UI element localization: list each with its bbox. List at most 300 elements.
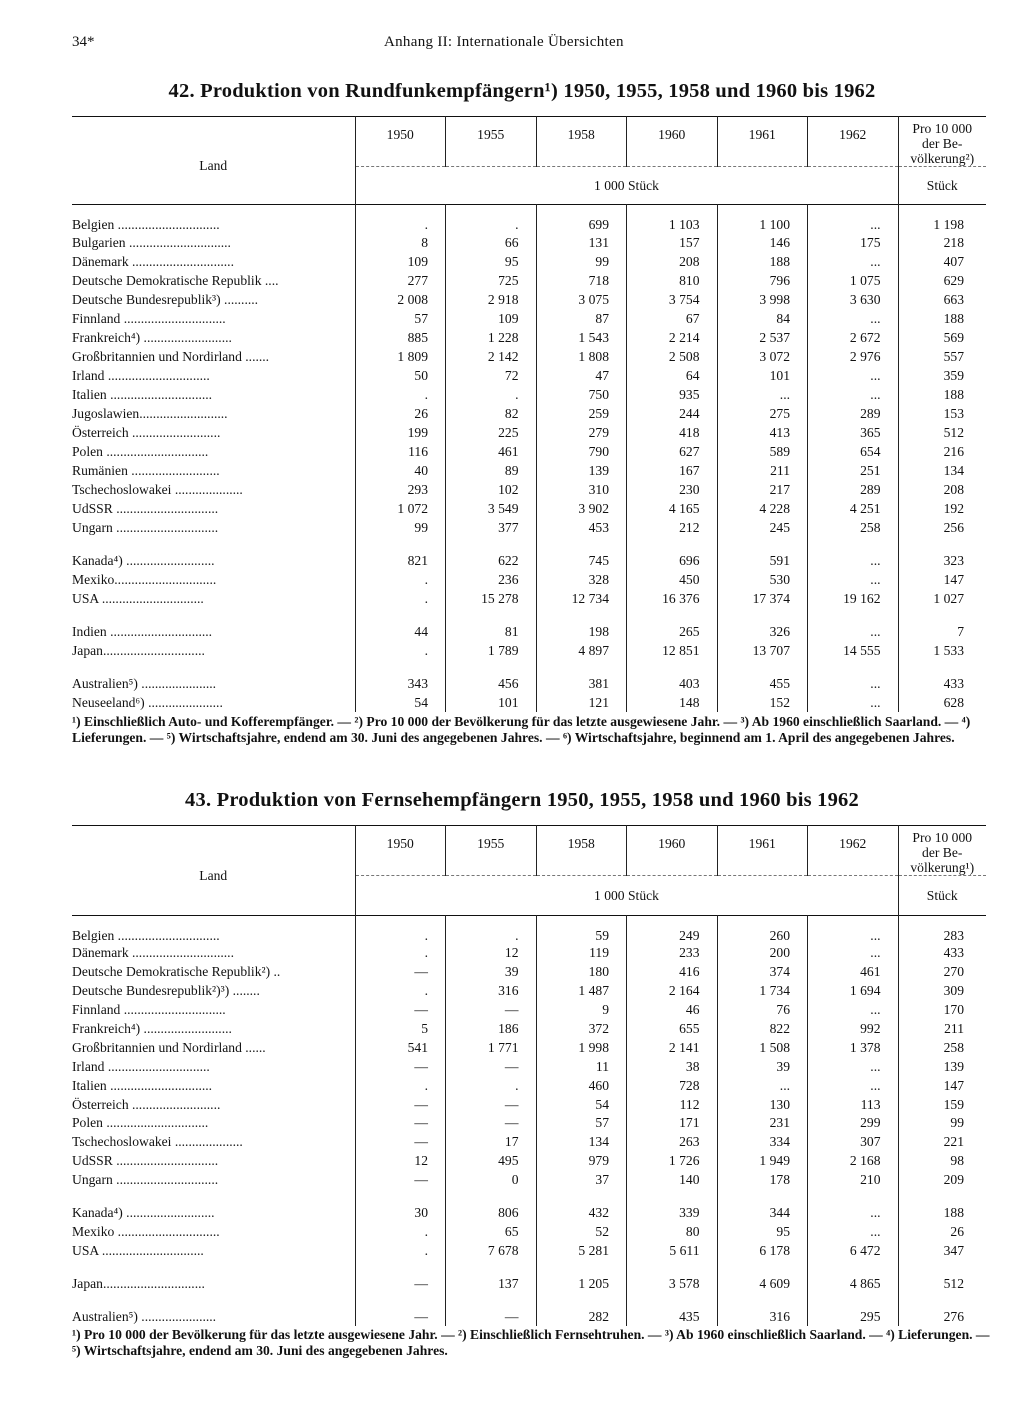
country-name: Deutsche Demokratische Republik²) .. xyxy=(72,964,281,980)
production-value: ... xyxy=(717,385,808,404)
production-value: . xyxy=(446,385,537,404)
per-10000-value: 159 xyxy=(898,1095,986,1114)
production-value: — xyxy=(355,1095,446,1114)
production-value: 328 xyxy=(536,570,627,589)
country-name: Rumänien .......................... xyxy=(72,462,220,478)
production-value: 530 xyxy=(717,570,808,589)
per-10000-value: 188 xyxy=(898,1204,986,1223)
production-value: . xyxy=(355,570,446,589)
per-10000-value: 188 xyxy=(898,309,986,328)
production-value: 116 xyxy=(355,442,446,461)
production-value: 377 xyxy=(446,518,537,537)
production-value: 178 xyxy=(717,1171,808,1190)
country-name: Kanada⁴) .......................... xyxy=(72,552,215,568)
country-name: Dänemark .............................. xyxy=(72,945,234,961)
per-10000-value: 134 xyxy=(898,461,986,480)
production-value: 460 xyxy=(536,1076,627,1095)
country-name: Finnland .............................. xyxy=(72,310,226,326)
country-name: Polen .............................. xyxy=(72,443,209,459)
column-header-year: 1950 xyxy=(355,826,446,876)
production-value: 381 xyxy=(536,674,627,693)
per-10000-value: 283 xyxy=(898,916,986,945)
country-name: Belgien .............................. xyxy=(72,217,220,232)
table-row xyxy=(72,1274,986,1293)
production-value: 432 xyxy=(536,1204,627,1223)
table-row xyxy=(72,1095,986,1114)
per-10000-value: 26 xyxy=(898,1222,986,1241)
production-value: 3 902 xyxy=(536,499,627,518)
production-value: ... xyxy=(808,385,899,404)
table-row xyxy=(72,328,986,347)
production-value: 627 xyxy=(627,442,718,461)
production-value: 66 xyxy=(446,233,537,252)
per-10000-value: 99 xyxy=(898,1114,986,1133)
production-value: 2 164 xyxy=(627,982,718,1001)
unit-label: 1 000 Stück xyxy=(355,876,898,916)
column-header-year: 1960 xyxy=(627,826,718,876)
production-value: 4 165 xyxy=(627,499,718,518)
production-value: 4 609 xyxy=(717,1274,808,1293)
production-value: . xyxy=(355,385,446,404)
production-value: 822 xyxy=(717,1020,808,1039)
production-value: ... xyxy=(808,205,899,234)
production-value: 4 897 xyxy=(536,641,627,660)
group-spacer xyxy=(72,1293,986,1307)
production-value: 316 xyxy=(446,982,537,1001)
production-value: 217 xyxy=(717,480,808,499)
production-value: 171 xyxy=(627,1114,718,1133)
production-value: 80 xyxy=(627,1222,718,1241)
production-value: 2 508 xyxy=(627,347,718,366)
production-value: . xyxy=(446,916,537,945)
production-value: 67 xyxy=(627,309,718,328)
production-value: 2 976 xyxy=(808,347,899,366)
unit-label: 1 000 Stück xyxy=(355,167,898,205)
production-value: — xyxy=(355,1001,446,1020)
production-value: 3 549 xyxy=(446,499,537,518)
production-value: 3 630 xyxy=(808,290,899,309)
production-value: 2 141 xyxy=(627,1038,718,1057)
table-row xyxy=(72,499,986,518)
production-value: 37 xyxy=(536,1171,627,1190)
production-value: 1 487 xyxy=(536,982,627,1001)
column-header-per-10000 xyxy=(898,826,986,876)
production-value: 39 xyxy=(717,1057,808,1076)
per-10000-value: 170 xyxy=(898,1001,986,1020)
production-value: — xyxy=(446,1095,537,1114)
production-value: 95 xyxy=(446,252,537,271)
production-value: 992 xyxy=(808,1020,899,1039)
column-header-year: 1961 xyxy=(717,117,808,167)
column-header-per-10000-line: der Be- xyxy=(922,136,963,151)
production-value: — xyxy=(355,1274,446,1293)
production-value: 745 xyxy=(536,551,627,570)
production-value: 9 xyxy=(536,1001,627,1020)
production-value: 5 xyxy=(355,1020,446,1039)
per-10000-value: 7 xyxy=(898,622,986,641)
production-value: 1 789 xyxy=(446,641,537,660)
per-10000-value: 628 xyxy=(898,693,986,712)
production-value: ... xyxy=(808,674,899,693)
production-value: 199 xyxy=(355,423,446,442)
group-spacer xyxy=(72,537,986,551)
production-value: 157 xyxy=(627,233,718,252)
production-value: 30 xyxy=(355,1204,446,1223)
production-value: 1 998 xyxy=(536,1038,627,1057)
table-row xyxy=(72,1057,986,1076)
country-name: Frankreich⁴) .......................... xyxy=(72,329,232,345)
group-spacer xyxy=(72,1260,986,1274)
production-value: 453 xyxy=(536,518,627,537)
country-name: Finnland .............................. xyxy=(72,1002,226,1018)
country-name: Ungarn .............................. xyxy=(72,1172,219,1188)
per-10000-value: 218 xyxy=(898,233,986,252)
production-value: 456 xyxy=(446,674,537,693)
per-10000-value: 188 xyxy=(898,385,986,404)
column-header-per-10000-line: völkerung²) xyxy=(910,151,975,166)
production-value: 718 xyxy=(536,271,627,290)
production-value: ... xyxy=(808,693,899,712)
column-header-per-10000-line: völkerung¹) xyxy=(910,860,975,875)
production-value: . xyxy=(355,641,446,660)
production-value: 26 xyxy=(355,404,446,423)
production-value: 121 xyxy=(536,693,627,712)
production-value: 208 xyxy=(627,252,718,271)
production-value: 1 771 xyxy=(446,1038,537,1057)
production-value: 186 xyxy=(446,1020,537,1039)
production-value: 175 xyxy=(808,233,899,252)
country-name: Irland .............................. xyxy=(72,1058,210,1074)
country-name: Japan.............................. xyxy=(72,642,205,658)
column-header-per-10000 xyxy=(898,117,986,167)
production-value: 343 xyxy=(355,674,446,693)
country-name: UdSSR .............................. xyxy=(72,1153,219,1169)
production-value: 275 xyxy=(717,404,808,423)
production-value: 112 xyxy=(627,1095,718,1114)
column-header-year: 1955 xyxy=(446,117,537,167)
group-spacer xyxy=(72,1190,986,1204)
table-row xyxy=(72,461,986,480)
production-value: 1 949 xyxy=(717,1152,808,1171)
production-value: 259 xyxy=(536,404,627,423)
column-header-year: 1958 xyxy=(536,826,627,876)
country-name: Deutsche Demokratische Republik .... xyxy=(72,272,279,288)
production-value: — xyxy=(446,1001,537,1020)
production-value: 109 xyxy=(446,309,537,328)
table-row xyxy=(72,1152,986,1171)
table-row xyxy=(72,1076,986,1095)
production-value: ... xyxy=(808,309,899,328)
country-name: Großbritannien und Nordirland ...... xyxy=(72,1039,266,1055)
production-value: 99 xyxy=(355,518,446,537)
production-value: 295 xyxy=(808,1307,899,1326)
column-header-year: 1962 xyxy=(808,117,899,167)
per-10000-value: 1 533 xyxy=(898,641,986,660)
per-10000-value: 512 xyxy=(898,423,986,442)
production-value: 416 xyxy=(627,963,718,982)
production-value: 810 xyxy=(627,271,718,290)
country-name: Tschechoslowakei .................... xyxy=(72,1134,243,1150)
production-value: 461 xyxy=(808,963,899,982)
table-row xyxy=(72,1001,986,1020)
production-value: 796 xyxy=(717,271,808,290)
production-value: 59 xyxy=(536,916,627,945)
column-header-year: 1962 xyxy=(808,826,899,876)
production-value: 591 xyxy=(717,551,808,570)
production-value: 139 xyxy=(536,461,627,480)
running-header xyxy=(72,34,972,56)
production-value: 137 xyxy=(446,1274,537,1293)
unit-label-per-10000: Stück xyxy=(898,876,986,916)
production-value: 339 xyxy=(627,1204,718,1223)
table-row xyxy=(72,1307,986,1326)
production-value: ... xyxy=(808,1222,899,1241)
production-value: 310 xyxy=(536,480,627,499)
production-value: 212 xyxy=(627,518,718,537)
production-value: — xyxy=(355,1057,446,1076)
table-row xyxy=(72,1038,986,1057)
production-value: 1 072 xyxy=(355,499,446,518)
per-10000-value: 270 xyxy=(898,963,986,982)
production-value: 12 xyxy=(355,1152,446,1171)
table-row xyxy=(72,290,986,309)
production-value: 1 809 xyxy=(355,347,446,366)
per-10000-value: 433 xyxy=(898,674,986,693)
production-value: 54 xyxy=(536,1095,627,1114)
table-row xyxy=(72,674,986,693)
country-name: USA .............................. xyxy=(72,590,204,606)
production-value: ... xyxy=(808,1057,899,1076)
production-value: 11 xyxy=(536,1057,627,1076)
table-row xyxy=(72,622,986,641)
production-value: 1 508 xyxy=(717,1038,808,1057)
production-value: — xyxy=(446,1057,537,1076)
country-name: Dänemark .............................. xyxy=(72,253,234,269)
column-header-year: 1961 xyxy=(717,826,808,876)
table-43-title: 43. Produktion von Fernsehempfängern 1950, 1955, 1958 und 1960 bis 1962 xyxy=(185,789,859,811)
table-42 xyxy=(72,116,986,712)
production-value: 293 xyxy=(355,480,446,499)
per-10000-value: 153 xyxy=(898,404,986,423)
production-value: 38 xyxy=(627,1057,718,1076)
production-value: . xyxy=(355,982,446,1001)
production-value: 2 918 xyxy=(446,290,537,309)
production-value: 6 472 xyxy=(808,1241,899,1260)
production-value: 1 694 xyxy=(808,982,899,1001)
production-value: 5 281 xyxy=(536,1241,627,1260)
production-value: 655 xyxy=(627,1020,718,1039)
production-value: 3 998 xyxy=(717,290,808,309)
production-value: 65 xyxy=(446,1222,537,1241)
production-value: 750 xyxy=(536,385,627,404)
production-value: 316 xyxy=(717,1307,808,1326)
country-name: Australien⁵) ...................... xyxy=(72,675,217,691)
production-value: 81 xyxy=(446,622,537,641)
production-value: — xyxy=(355,1307,446,1326)
table-43 xyxy=(72,825,986,1326)
production-value: 231 xyxy=(717,1114,808,1133)
production-value: 450 xyxy=(627,570,718,589)
production-value: 6 178 xyxy=(717,1241,808,1260)
production-value: 12 xyxy=(446,944,537,963)
production-value: 101 xyxy=(717,366,808,385)
per-10000-value: 147 xyxy=(898,1076,986,1095)
production-value: 89 xyxy=(446,461,537,480)
table-row xyxy=(72,205,986,234)
production-value: 230 xyxy=(627,480,718,499)
per-10000-value: 407 xyxy=(898,252,986,271)
country-name: Frankreich⁴) .......................... xyxy=(72,1021,232,1036)
country-name: Österreich .......................... xyxy=(72,424,221,440)
production-value: 13 707 xyxy=(717,641,808,660)
production-value: 134 xyxy=(536,1133,627,1152)
per-10000-value: 98 xyxy=(898,1152,986,1171)
per-10000-value: 147 xyxy=(898,570,986,589)
production-value: 279 xyxy=(536,423,627,442)
table-row xyxy=(72,347,986,366)
running-title: Anhang II: Internationale Übersichten xyxy=(384,34,624,50)
production-value: . xyxy=(355,1241,446,1260)
production-value: 76 xyxy=(717,1001,808,1020)
column-header-land: Land xyxy=(72,826,355,916)
production-value: ... xyxy=(808,1001,899,1020)
table-row xyxy=(72,982,986,1001)
production-value: 728 xyxy=(627,1076,718,1095)
production-value: 1 103 xyxy=(627,205,718,234)
table-row xyxy=(72,1114,986,1133)
production-value: 1 100 xyxy=(717,205,808,234)
production-value: 1 228 xyxy=(446,328,537,347)
production-value: ... xyxy=(808,1076,899,1095)
per-10000-value: 216 xyxy=(898,442,986,461)
production-value: 152 xyxy=(717,693,808,712)
production-value: ... xyxy=(808,551,899,570)
table-row xyxy=(72,963,986,982)
production-value: 418 xyxy=(627,423,718,442)
production-value: 1 808 xyxy=(536,347,627,366)
production-value: 99 xyxy=(536,252,627,271)
production-value: ... xyxy=(808,622,899,641)
group-spacer xyxy=(72,660,986,674)
production-value: . xyxy=(355,1222,446,1241)
table-row xyxy=(72,1222,986,1241)
country-name: Indien .............................. xyxy=(72,623,213,639)
production-value: 57 xyxy=(536,1114,627,1133)
table-row xyxy=(72,385,986,404)
production-value: 12 851 xyxy=(627,641,718,660)
country-name: Belgien .............................. xyxy=(72,928,220,943)
production-value: 210 xyxy=(808,1171,899,1190)
production-value: 2 168 xyxy=(808,1152,899,1171)
table-row xyxy=(72,518,986,537)
production-value: ... xyxy=(808,944,899,963)
production-value: 17 xyxy=(446,1133,537,1152)
production-value: ... xyxy=(808,252,899,271)
per-10000-value: 309 xyxy=(898,982,986,1001)
production-value: ... xyxy=(808,570,899,589)
production-value: 413 xyxy=(717,423,808,442)
table-row xyxy=(72,442,986,461)
country-name: Kanada⁴) .......................... xyxy=(72,1205,215,1221)
production-value: 1 205 xyxy=(536,1274,627,1293)
production-value: 72 xyxy=(446,366,537,385)
production-value: — xyxy=(446,1114,537,1133)
table-row xyxy=(72,1020,986,1039)
column-header-year: 1955 xyxy=(446,826,537,876)
table-row xyxy=(72,916,986,945)
per-10000-value: 1 027 xyxy=(898,589,986,608)
production-value: 403 xyxy=(627,674,718,693)
column-header-land: Land xyxy=(72,117,355,205)
production-value: 3 072 xyxy=(717,347,808,366)
production-value: 39 xyxy=(446,963,537,982)
production-value: 372 xyxy=(536,1020,627,1039)
production-value: 282 xyxy=(536,1307,627,1326)
production-value: 265 xyxy=(627,622,718,641)
production-value: 148 xyxy=(627,693,718,712)
production-value: 334 xyxy=(717,1133,808,1152)
production-value: 19 162 xyxy=(808,589,899,608)
production-value: 16 376 xyxy=(627,589,718,608)
per-10000-value: 663 xyxy=(898,290,986,309)
production-value: . xyxy=(355,205,446,234)
production-value: 374 xyxy=(717,963,808,982)
production-value: 622 xyxy=(446,551,537,570)
production-value: 54 xyxy=(355,693,446,712)
production-value: 1 378 xyxy=(808,1038,899,1057)
table-row xyxy=(72,480,986,499)
production-value: 806 xyxy=(446,1204,537,1223)
production-value: 84 xyxy=(717,309,808,328)
production-value: ... xyxy=(808,916,899,945)
production-value: 289 xyxy=(808,480,899,499)
production-value: 4 865 xyxy=(808,1274,899,1293)
table-row xyxy=(72,641,986,660)
table-row xyxy=(72,271,986,290)
column-header-per-10000-line: der Be- xyxy=(922,845,963,860)
production-value: 245 xyxy=(717,518,808,537)
production-value: 180 xyxy=(536,963,627,982)
production-value: 44 xyxy=(355,622,446,641)
production-value: 2 142 xyxy=(446,347,537,366)
per-10000-value: 433 xyxy=(898,944,986,963)
table-row xyxy=(72,423,986,442)
country-name: Italien .............................. xyxy=(72,1077,213,1093)
country-name: Tschechoslowakei .................... xyxy=(72,481,243,497)
country-name: Österreich .......................... xyxy=(72,1096,221,1112)
country-name: Neuseeland⁶) ...................... xyxy=(72,694,223,710)
group-spacer xyxy=(72,608,986,622)
production-value: 495 xyxy=(446,1152,537,1171)
column-header-per-10000-line: Pro 10 000 xyxy=(912,830,973,845)
per-10000-value: 1 198 xyxy=(898,205,986,234)
production-value: 307 xyxy=(808,1133,899,1152)
production-value: 3 075 xyxy=(536,290,627,309)
production-value: 12 734 xyxy=(536,589,627,608)
production-value: 140 xyxy=(627,1171,718,1190)
production-value: 47 xyxy=(536,366,627,385)
production-value: — xyxy=(355,1114,446,1133)
production-value: 258 xyxy=(808,518,899,537)
per-10000-value: 347 xyxy=(898,1241,986,1260)
column-header-year: 1960 xyxy=(627,117,718,167)
per-10000-value: 323 xyxy=(898,551,986,570)
country-name: Mexiko.............................. xyxy=(72,571,217,587)
country-name: Australien⁵) ...................... xyxy=(72,1308,217,1324)
production-value: 244 xyxy=(627,404,718,423)
country-name: Italien .............................. xyxy=(72,386,213,402)
table-row xyxy=(72,1133,986,1152)
